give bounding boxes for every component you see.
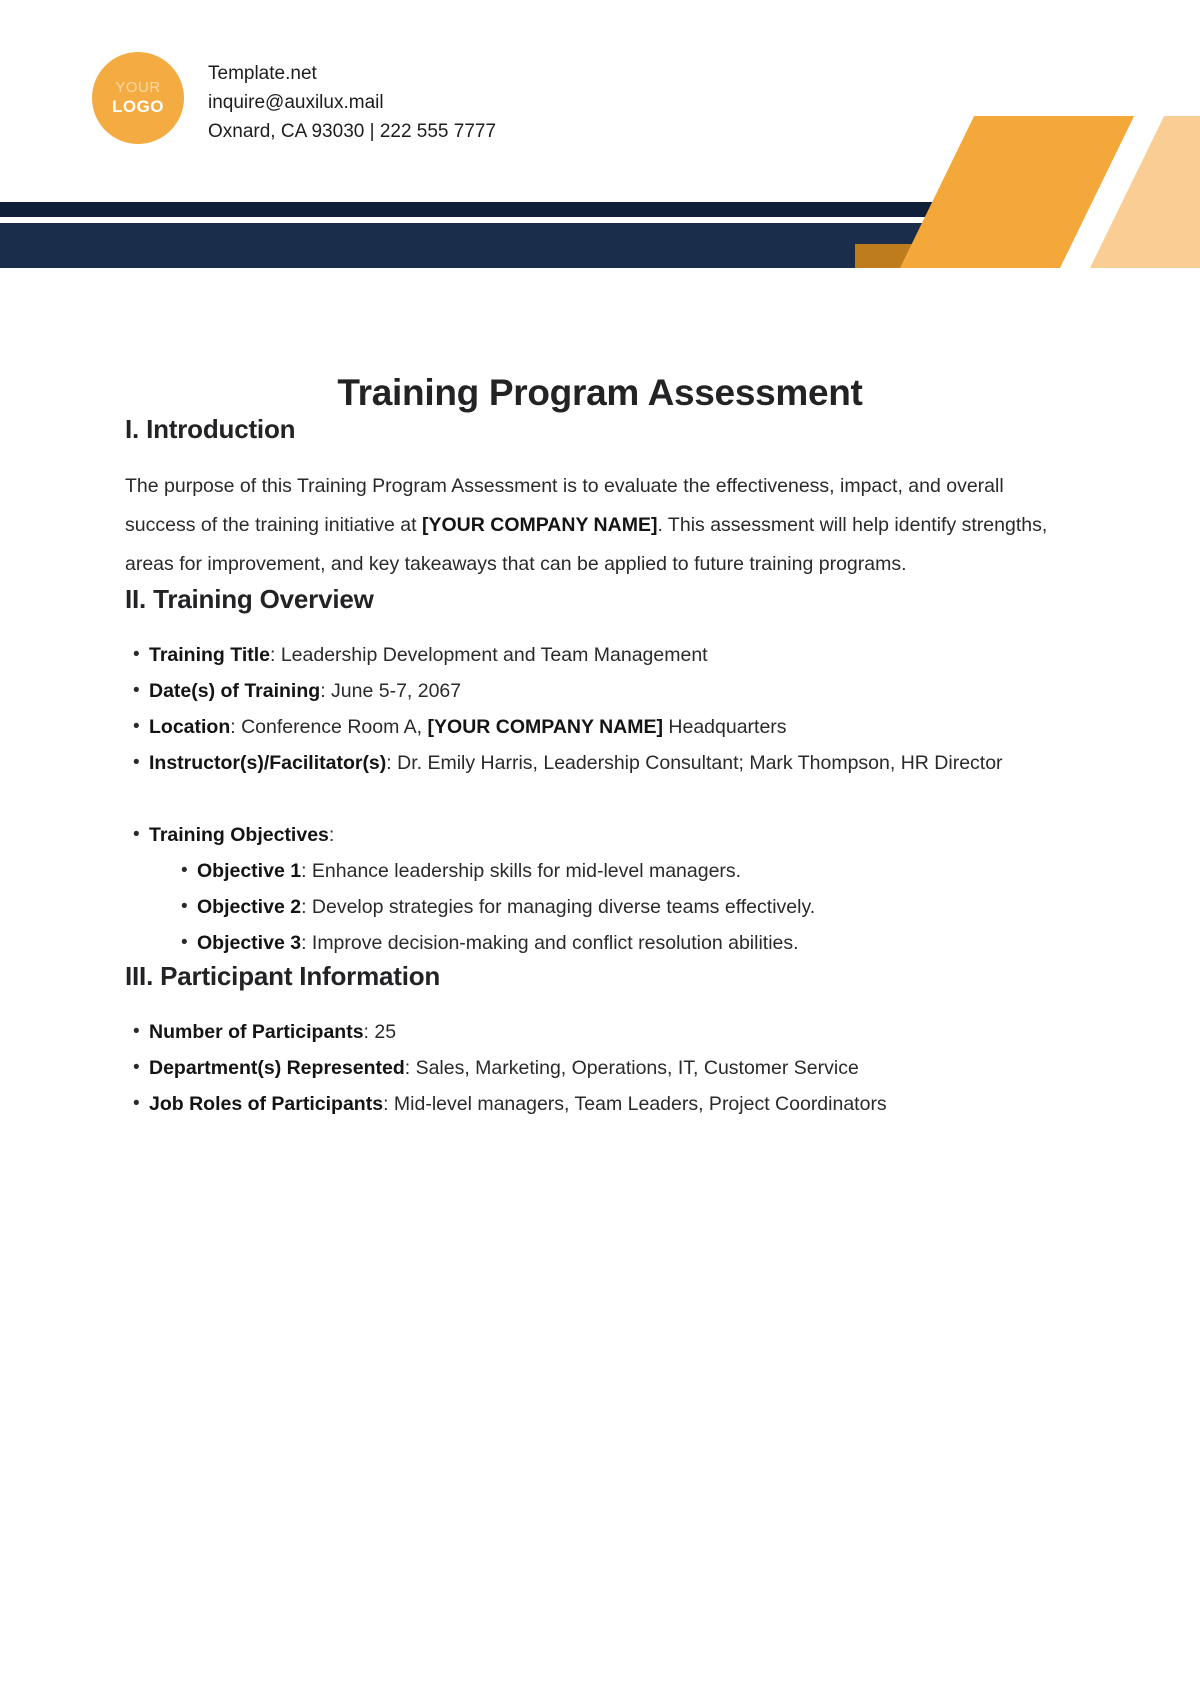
training-objectives-colon: : [328,824,335,846]
training-instructors-value: : Dr. Emily Harris, Leadership Consultant; Mark Thompson, HR Director [386,752,1003,774]
section-heading-introduction: I. Introduction [125,414,296,444]
objective-2-text: : Develop strategies for managing diverse teams effectively. [301,896,816,918]
objective-3-text: : Improve decision-making and conflict resolution abilities. [301,932,799,954]
company-address: Oxnard, CA 93030 | 222 555 7777 [208,120,497,142]
list-item-job-roles [125,1086,1075,1122]
introduction-text-part2: . This assessment will help identify strengths, areas for improvement, and key takeaways that can be applied to future training programs. [125,514,1048,575]
list-item-training-location [125,709,1075,745]
banner-orange-wedge [900,116,1134,268]
list-item-training-objectives [125,817,1075,961]
departments-represented-label: Department(s) Represented [149,1057,405,1079]
training-title-label: Training Title [149,644,270,666]
section-heading-participant-information: III. Participant Information [125,961,441,991]
objective-1-label: Objective 1 [197,860,302,882]
list-item-departments-represented [125,1050,1075,1086]
document-body [0,360,1200,1122]
section-heading-training-overview: II. Training Overview [125,584,374,614]
company-email: inquire@auxilux.mail [208,91,384,113]
company-name-placeholder: [YOUR COMPANY NAME] [422,514,658,536]
job-roles-label: Job Roles of Participants [149,1093,384,1115]
list-item-training-title [125,637,1075,673]
list-item-training-instructors [125,745,1075,781]
training-location-value-part1: : Conference Room A, [230,716,428,738]
list-item-objective-1 [175,853,1075,889]
training-title-value: : Leadership Development and Team Management [270,644,708,666]
logo-text-logo: LOGO [111,96,165,116]
document-content [0,414,1200,1122]
list-item-number-of-participants [125,1014,1075,1050]
introduction-text-part1: The purpose of this Training Program Assessment is to evaluate the effectiveness, impact, and overall success of the training initiative at [125,475,1004,536]
objective-2-label: Objective 2 [197,896,302,918]
banner-thin-bar [0,202,1014,217]
decorative-banner [0,116,1200,276]
objective-3-label: Objective 3 [197,932,302,954]
training-location-value-part2: Headquarters [662,716,787,738]
training-dates-label: Date(s) of Training [149,680,321,702]
training-dates-value: : June 5-7, 2067 [320,680,462,702]
introduction-paragraph [125,467,1075,584]
job-roles-value: : Mid-level managers, Team Leaders, Project Coordinators [383,1093,887,1115]
training-location-label: Location [149,716,231,738]
participant-information-list [125,1014,1075,1122]
page-title: Training Program Assessment [337,372,863,413]
company-name: Template.net [208,63,317,84]
training-objectives-label: Training Objectives [149,824,329,846]
objective-1-text: : Enhance leadership skills for mid-level managers. [301,860,742,882]
training-instructors-label: Instructor(s)/Facilitator(s) [149,752,387,774]
list-item-objective-3 [175,925,1075,961]
logo-text-your: YOUR [115,79,161,97]
training-objectives-list [149,853,1075,961]
departments-represented-value: : Sales, Marketing, Operations, IT, Customer Service [404,1057,859,1079]
list-item-training-dates [125,673,1075,709]
list-item-objective-2 [175,889,1075,925]
number-of-participants-value: : 25 [363,1021,397,1043]
training-overview-list [125,637,1075,961]
number-of-participants-label: Number of Participants [149,1021,364,1043]
location-company-placeholder: [YOUR COMPANY NAME] [427,716,663,738]
